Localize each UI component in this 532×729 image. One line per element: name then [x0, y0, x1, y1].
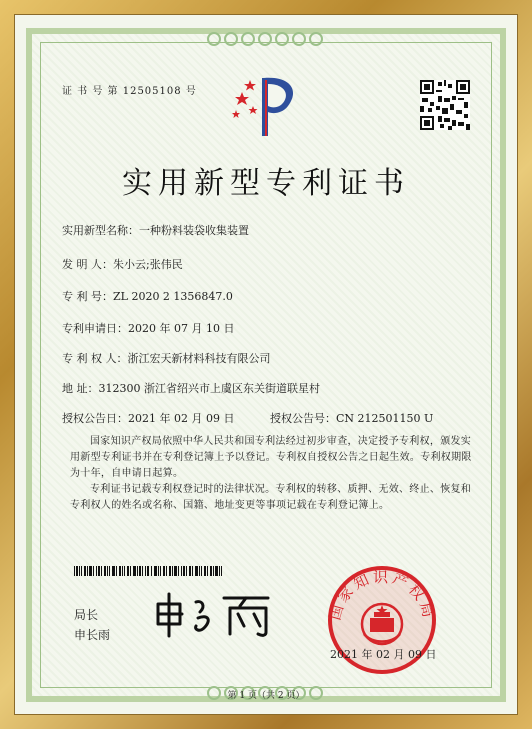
grant-number-value: CN 212501150 U — [336, 412, 434, 425]
inventor-row — [62, 256, 183, 272]
director-title-label: 局长 — [74, 608, 99, 622]
patent-number-label: 专 利 号： — [62, 290, 113, 303]
certificate-number: 证 书 号 第 12505108 号 — [62, 86, 197, 97]
page-footer: 第 1 页（共 2 页） — [227, 691, 305, 701]
seal-arc-text: 国家知识产权局 — [325, 568, 439, 623]
inventor-value: 朱小云;张伟民 — [113, 258, 183, 271]
inventor-label: 发 明 人： — [62, 258, 113, 271]
barcode-icon — [74, 566, 222, 576]
qr-code-icon — [420, 80, 470, 130]
address-row — [62, 380, 320, 396]
grant-number-row — [270, 410, 433, 426]
top-ornament — [190, 28, 340, 50]
grant-statement-paragraph: 国家知识产权局依照中华人民共和国专利法经过初步审查，决定授予专利权，颁发实用新型专利证书并在专利登记簿上予以登记。专利权自授权公告之日起生效。专利权期限为十年，自申请日起算。 — [70, 436, 472, 479]
legal-status-paragraph: 专利证书记载专利权登记时的法律状况。专利权的转移、质押、无效、终止、恢复和专利权人的姓名或名称、国籍、地址变更等事项记载在专利登记簿上。 — [70, 484, 472, 511]
patent-number-row — [62, 288, 233, 304]
address-value: 312300 浙江省绍兴市上虞区东关街道联星村 — [98, 382, 320, 395]
utility-model-name-label: 实用新型名称： — [62, 224, 139, 237]
utility-model-name-row — [62, 222, 249, 238]
grant-number-label: 授权公告号： — [270, 412, 336, 425]
patent-number-value: ZL 2020 2 1356847.0 — [113, 290, 233, 303]
grant-date-value: 2021 年 02 月 09 日 — [128, 412, 235, 425]
grant-date-row — [62, 410, 234, 426]
patentee-row — [62, 350, 271, 366]
official-seal-icon — [322, 560, 442, 680]
patentee-value: 浙江宏天新材料科技有限公司 — [127, 352, 271, 365]
filing-date-row — [62, 320, 234, 336]
director-name-label: 申长雨 — [74, 628, 111, 642]
seal-date: 2021 年 02 月 09 日 — [330, 648, 437, 661]
patentee-label: 专 利 权 人： — [62, 352, 128, 365]
filing-date-value: 2020 年 07 月 10 日 — [128, 322, 235, 335]
utility-model-name-value: 一种粉料装袋收集装置 — [139, 224, 249, 237]
filing-date-label: 专利申请日： — [62, 322, 128, 335]
patent-office-emblem-icon — [228, 70, 308, 140]
grant-date-label: 授权公告日： — [62, 412, 128, 425]
handwritten-signature — [150, 590, 280, 640]
certificate-title: 实用新型专利证书 — [122, 166, 410, 201]
address-label: 地 址： — [62, 382, 99, 395]
